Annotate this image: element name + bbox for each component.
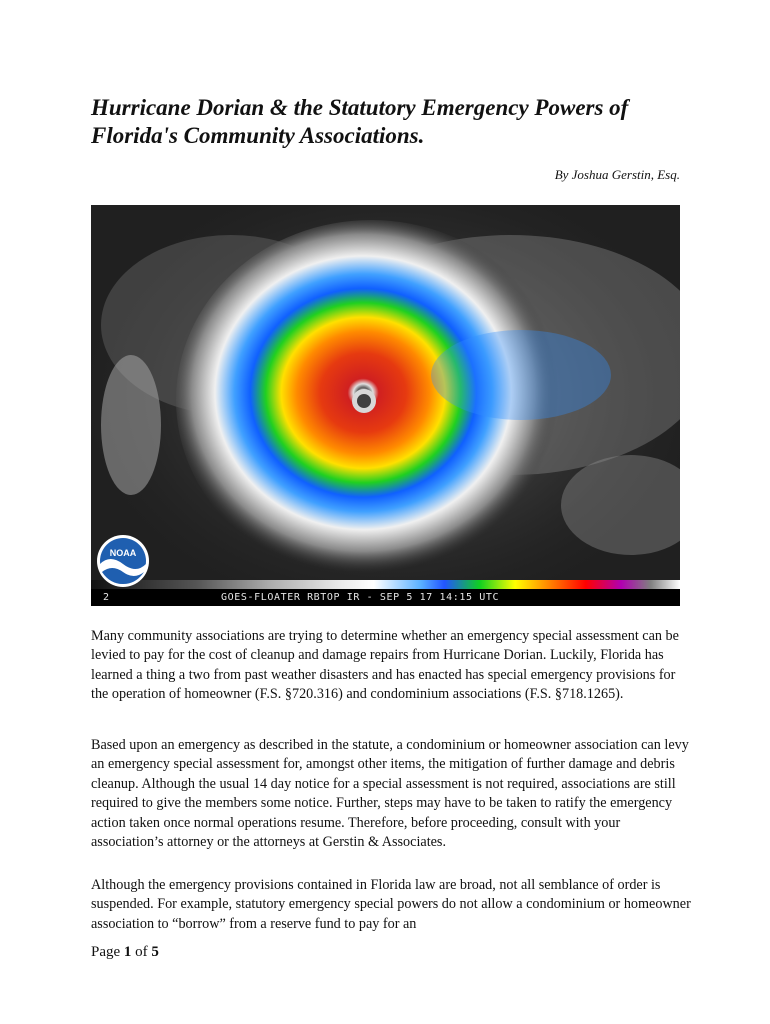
temperature-colorbar [91, 580, 680, 589]
page-number-total: 5 [151, 944, 159, 960]
page-number [91, 944, 159, 961]
document-title: Hurricane Dorian & the Statutory Emergency Powers of Florida's Community Associations. [91, 95, 629, 148]
hurricane-illustration [91, 205, 680, 606]
paragraph-3: Although the emergency provisions contained in Florida law are broad, not all semblance of order is suspended. For example, statutory emergency special powers do not allow a condominium or homeowner association to “borrow” from a reserve fund to pay for an [91, 877, 691, 932]
noaa-logo-text: NOAA [109, 548, 137, 558]
page-number-current: 1 [123, 944, 132, 960]
paragraph-1: Many community associations are trying to determine whether an emergency special assessment can be levied to pay for the cost of cleanup and damage repairs from Hurricane Dorian. Luckily, Florida has learned a thing a two from past weather disasters and has enacted has special emergency provisions for the operation of homeowner (F.S. §720.316) and condominium associations (F.S. §718.1265). [91, 628, 679, 703]
caption-number: 2 [103, 592, 110, 603]
image-caption-bar [91, 589, 680, 606]
page-number-prefix: Page [91, 944, 124, 960]
byline: By Joshua Gerstin, Esq. [554, 167, 680, 182]
hurricane-satellite-image [91, 205, 680, 606]
noaa-logo-icon [96, 534, 150, 588]
caption-text: GOES-FLOATER RBTOP IR - SEP 5 17 14:15 UTC [221, 592, 500, 603]
paragraph-2: Based upon an emergency as described in the statute, a condominium or homeowner association can levy an emergency special assessment for, amongst other items, the mitigation of further damage and debris cleanup. Although the usual 14 day notice for a special assessment is not required, associations are still required to give the members some notice. Further, steps may have to be taken to ratify the emergency action taken once normal operations resume. Therefore, before proceeding, consult with your association’s attorney or the attorneys at Gerstin & Associates. [91, 737, 689, 851]
page-number-middle: of [131, 944, 152, 960]
